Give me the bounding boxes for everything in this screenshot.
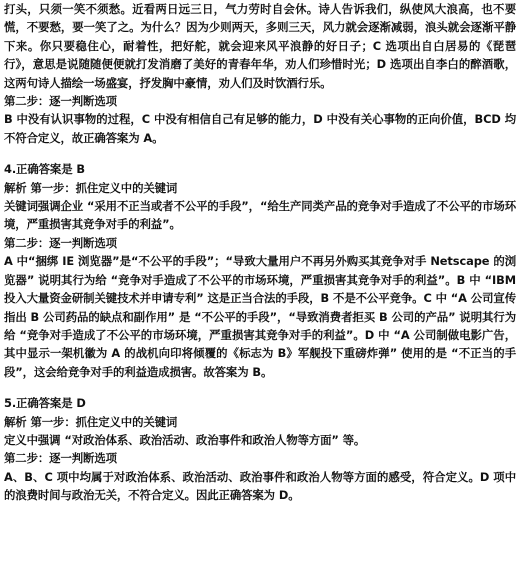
q4-analysis-paragraph: A 中“捆绑 IE 浏览器”是“不公平的手段”；“导致大量用户不再另外购买其竞争对手 Netscape 的浏览器” 说明其行为给 “竞争对手造成了不公平的市场环境，严重损害其竞争对手的利益”。B 中 “IBM 投入大量资金研制关键技术并申请专利” 这是正当合法的手段，B 不是不公平竞争。C 中 “A 公司宣传指出 B 公司药品的缺点和副作用” 是 “不公平的手段”，“导致消费者拒买 B 公司的产品” 说明其行为给 “竞争对手造成了不公平的市场环境，严重损害其竞争对手的利益”。D 中 “A 公司制做电影广告，其中显示一架机徽为 A 的战机向印将倾覆的《标志为 B》军舰投下重磅炸弹” 使用的是 “不正当的手段”，这会给竞争对手的利益造成损害。故答案为 B。 bbox=[4, 254, 516, 379]
section-spacer bbox=[4, 147, 516, 160]
q5-step1-label: 解析 第一步：抓住定义中的关键词 bbox=[4, 414, 178, 429]
section-spacer bbox=[4, 381, 516, 394]
q5-step2-label: 第二步：逐一判断选项 bbox=[4, 451, 117, 466]
q5-answer-title: 5.正确答案是 D bbox=[4, 396, 86, 411]
document-page bbox=[4, 0, 516, 505]
q4-keywords-paragraph: 关键词强调企业 “采用不正当或者不公平的手段”，“给生产同类产品的竞争对手造成了不公平的市场环境，严重损害其竞争对手的利益”。 bbox=[4, 199, 516, 232]
step2-analysis-paragraph: B 中没有认识事物的过程，C 中没有相信自己有足够的能力，D 中没有关心事物的正向价值，BCD 均不符合定义，故正确答案为 A。 bbox=[4, 112, 516, 145]
q5-analysis-paragraph: A、B、C 项中均属于对政治体系、政治活动、政治事件和政治人物等方面的感受，符合定义。D 项中的浪费时间与政治无关，不符合定义。因此正确答案为 D。 bbox=[4, 469, 516, 503]
q5-keywords-paragraph: 定义中强调 “对政治体系、政治活动、政治事件和政治人物等方面” 等。 bbox=[4, 432, 366, 447]
step2-label: 第二步：逐一判断选项 bbox=[4, 94, 117, 109]
poem-explanation-paragraph: 打头，只须一笑不须愁。近看两日远三日，气力劳时自会休。诗人告诉我们，纵使风大浪高，也不要慌，不要愁，要一笑了之。为什么？因为少则两天，多则三天，风力就会逐渐减弱，浪头就会逐渐平静下来。你只要稳住心，耐着性，把好舵，就会迎来风平浪静的好日子；C 选项出自白居易的《琵琶行》，意思是说随随便便就打发消磨了美好的青春年华，劝人们珍惜时光；D 选项出自李白的醉酒歌，这两句诗人描绘一场盛宴，抒发胸中豪情，劝人们及时饮酒行乐。 bbox=[4, 2, 516, 90]
q4-answer-title: 4.正确答案是 B bbox=[4, 162, 85, 177]
q4-step2-label: 第二步：逐一判断选项 bbox=[4, 235, 117, 250]
q4-step1-label: 解析 第一步：抓住定义中的关键词 bbox=[4, 180, 178, 195]
